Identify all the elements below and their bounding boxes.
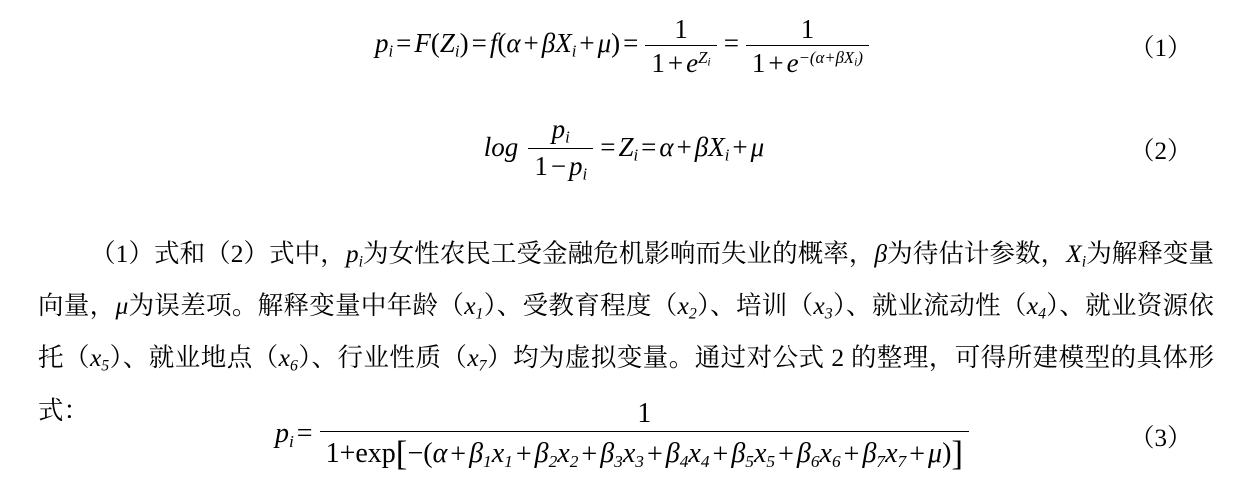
eq2-fraction: $\frac{p_i}{1 - p_i}$ [528,114,593,185]
equation-1-body [375,14,873,78]
eq2-equals-1: = [600,131,616,162]
var-p-i: $p_i$ [345,238,363,270]
eq2-rhs: $\alpha + \beta X_i + \mu$ [659,131,765,165]
equation-3-number: （3） [1129,424,1192,452]
var-x-1: $x_1$ [464,290,484,323]
para-seg-16: ）、就业资源依托（ [38,290,1214,373]
eq1-lhs: $p_i$ [375,28,394,62]
eq1-equals-3: = [623,28,639,59]
eq1-F-term: $F(Z_i)$ [414,28,469,62]
para-seg-8: 为误差项。解释变量中年龄（ [128,290,465,320]
eq1-fraction-1: $\frac{1}{1 + e^{Zi}}$ [645,14,716,78]
eq2-log: log [483,131,519,162]
eq3-lhs: $p_i$ [274,418,294,452]
para-seg-20: ）、行业性质（ [297,343,468,373]
equation-2-body [484,114,764,185]
para-seg-4: 为待估计参数， [887,238,1067,268]
para-seg-2: 为女性农民工受金融危机影响而失业的概率， [362,238,875,268]
eq3-fraction: $\frac{1}{1+\exp[-(\alpha + \beta_1x_1 + \beta_2x_2 + \beta_3x_3 + \beta_4x_4 + \beta_5x_5 + \beta_6x_6 + \beta_7x_7 + \mu)]}$ [320,398,970,474]
eq3-equals: = [296,418,313,450]
eq1-equals-4: = [723,28,739,59]
para-seg-6: 为解释变量向量， [38,238,1214,320]
para-seg-12: ）、培训（ [696,290,814,320]
equation-2 [0,114,1248,185]
equation-1 [0,14,1248,78]
para-seg-10: ）、受教育程度（ [483,290,678,320]
para-seg-22: ）均为虚拟变量。通过对公式 2 的整理，可得所建模型的具体形式： [38,343,1214,425]
var-x-2: $x_2$ [677,290,697,323]
var-x-7: $x_7$ [467,343,487,375]
eq1-fraction-2: $\frac{1}{1 + e^{-(\alpha+\beta Xi)}}$ [746,14,869,78]
var-x-4: $x_4$ [1026,290,1046,323]
eq1-f-term: $f(\alpha + \beta X_i + \mu)$ [489,28,621,62]
var-x-5: $x_5$ [89,343,110,375]
para-seg-18: ）、就业地点（ [109,343,279,373]
equation-3 [0,398,1248,474]
var-x-3: $x_3$ [813,290,833,323]
equation-1-number: （1） [1129,35,1192,63]
equation-3-body [275,398,973,474]
eq2-Z: $Z_i$ [618,131,639,165]
para-seg-0: （1）式和（2）式中， [90,238,346,268]
eq1-equals-2: = [471,28,487,59]
var-X-i: $X_i$ [1066,238,1087,270]
eq3-denominator: $1+\exp[-(\alpha + \beta_1x_1 + \beta_2x_2 + \beta_3x_3 + \beta_4x_4 + \beta_5x_5 + \beta_6x_6 + \beta_7x_7 + \mu)]$ [325,434,964,474]
para-seg-14: ）、就业流动性（ [832,290,1027,320]
var-mu: μ [115,290,129,320]
eq1-equals-1: = [396,28,412,59]
eq2-equals-2: = [641,131,657,162]
var-x-6: $x_6$ [278,343,298,375]
var-beta: β [874,238,888,268]
equation-2-number: （2） [1129,138,1192,166]
